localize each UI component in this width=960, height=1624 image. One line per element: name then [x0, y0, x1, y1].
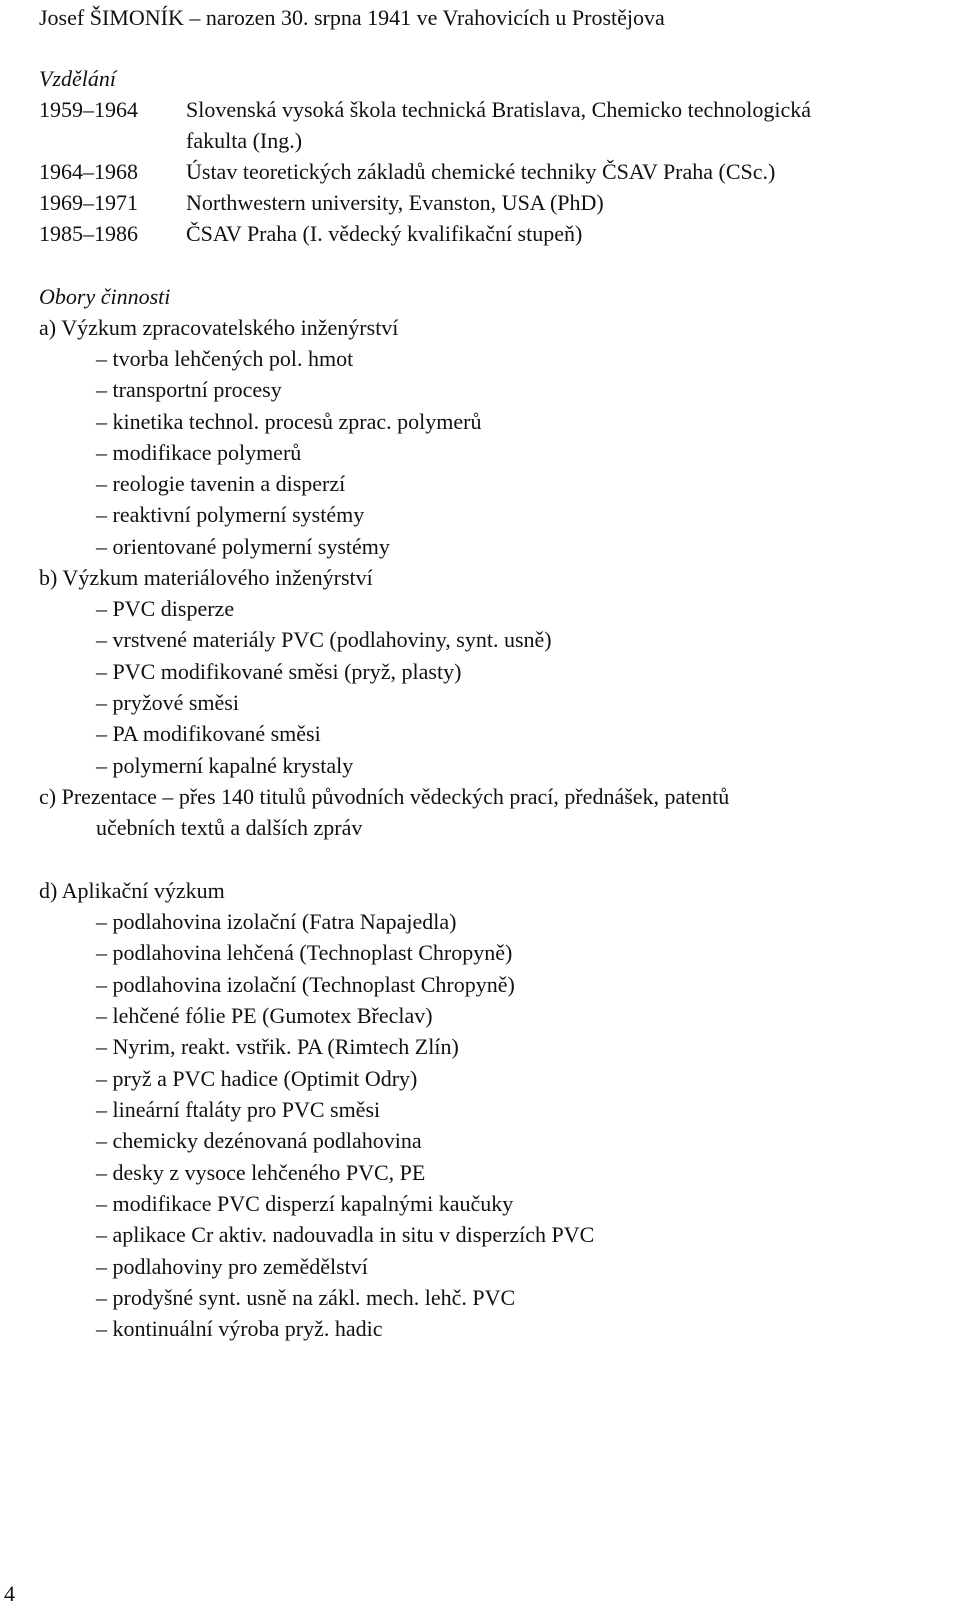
education-text-continued: fakulta (Ing.) [186, 128, 303, 153]
list-item: – vrstvené materiály PVC (podlahoviny, synt. usně) [96, 627, 552, 652]
list-item: – lehčené fólie PE (Gumotex Břeclav) [96, 1003, 433, 1028]
list-item: – prodyšné synt. usně na zákl. mech. lehč. PVC [96, 1285, 516, 1310]
list-item: – reologie tavenin a disperzí [96, 471, 346, 496]
list-item: – transportní procesy [96, 377, 282, 402]
education-years: 1964–1968 [39, 159, 138, 184]
list-item: – lineární ftaláty pro PVC směsi [96, 1097, 381, 1122]
list-item: – kontinuální výroba pryž. hadic [96, 1316, 383, 1341]
list-item: – pryžové směsi [96, 690, 239, 715]
list-item: – desky z vysoce lehčeného PVC, PE [96, 1160, 426, 1185]
list-item: – modifikace polymerů [96, 440, 302, 465]
section-c-text: c) Prezentace – přes 140 titulů původních vědeckých prací, přednášek, patentů [39, 784, 730, 809]
section-a-title: a) Výzkum zpracovatelského inženýrství [39, 315, 399, 340]
education-years: 1985–1986 [39, 221, 138, 246]
section-c-text-continued: učebních textů a dalších zpráv [96, 815, 363, 840]
list-item: – polymerní kapalné krystaly [96, 753, 354, 778]
list-item: – reaktivní polymerní systémy [96, 502, 365, 527]
list-item: – orientované polymerní systémy [96, 534, 390, 559]
list-item: – podlahovina lehčená (Technoplast Chropyně) [96, 940, 513, 965]
education-years: 1969–1971 [39, 190, 138, 215]
section-b-title: b) Výzkum materiálového inženýrství [39, 565, 373, 590]
fields-heading: Obory činnosti [39, 284, 171, 309]
list-item: – aplikace Cr aktiv. nadouvadla in situ v disperzích PVC [96, 1222, 595, 1247]
education-text: Ústav teoretických základů chemické techniky ČSAV Praha (CSc.) [186, 159, 776, 184]
education-text: Slovenská vysoká škola technická Bratislava, Chemicko technologická [186, 97, 812, 122]
list-item: – pryž a PVC hadice (Optimit Odry) [96, 1066, 418, 1091]
list-item: – PA modifikované směsi [96, 721, 321, 746]
page-header: Josef ŠIMONÍK – narozen 30. srpna 1941 ve Vrahovicích u Prostějova [39, 5, 665, 30]
list-item: – podlahovina izolační (Technoplast Chropyně) [96, 972, 515, 997]
list-item: – chemicky dezénovaná podlahovina [96, 1128, 422, 1153]
list-item: – podlahoviny pro zemědělství [96, 1254, 368, 1279]
section-d-title: d) Aplikační výzkum [39, 878, 225, 903]
list-item: – PVC modifikované směsi (pryž, plasty) [96, 659, 462, 684]
education-heading: Vzdělání [39, 66, 116, 91]
list-item: – Nyrim, reakt. vstřik. PA (Rimtech Zlín) [96, 1034, 459, 1059]
education-years: 1959–1964 [39, 97, 138, 122]
list-item: – PVC disperze [96, 596, 235, 621]
education-text: ČSAV Praha (I. vědecký kvalifikační stupeň) [186, 221, 583, 246]
list-item: – modifikace PVC disperzí kapalnými kaučuky [96, 1191, 514, 1216]
page-number: 4 [4, 1581, 15, 1606]
list-item: – tvorba lehčených pol. hmot [96, 346, 354, 371]
education-text: Northwestern university, Evanston, USA (PhD) [186, 190, 604, 215]
list-item: – kinetika technol. procesů zprac. polymerů [96, 409, 482, 434]
list-item: – podlahovina izolační (Fatra Napajedla) [96, 909, 457, 934]
